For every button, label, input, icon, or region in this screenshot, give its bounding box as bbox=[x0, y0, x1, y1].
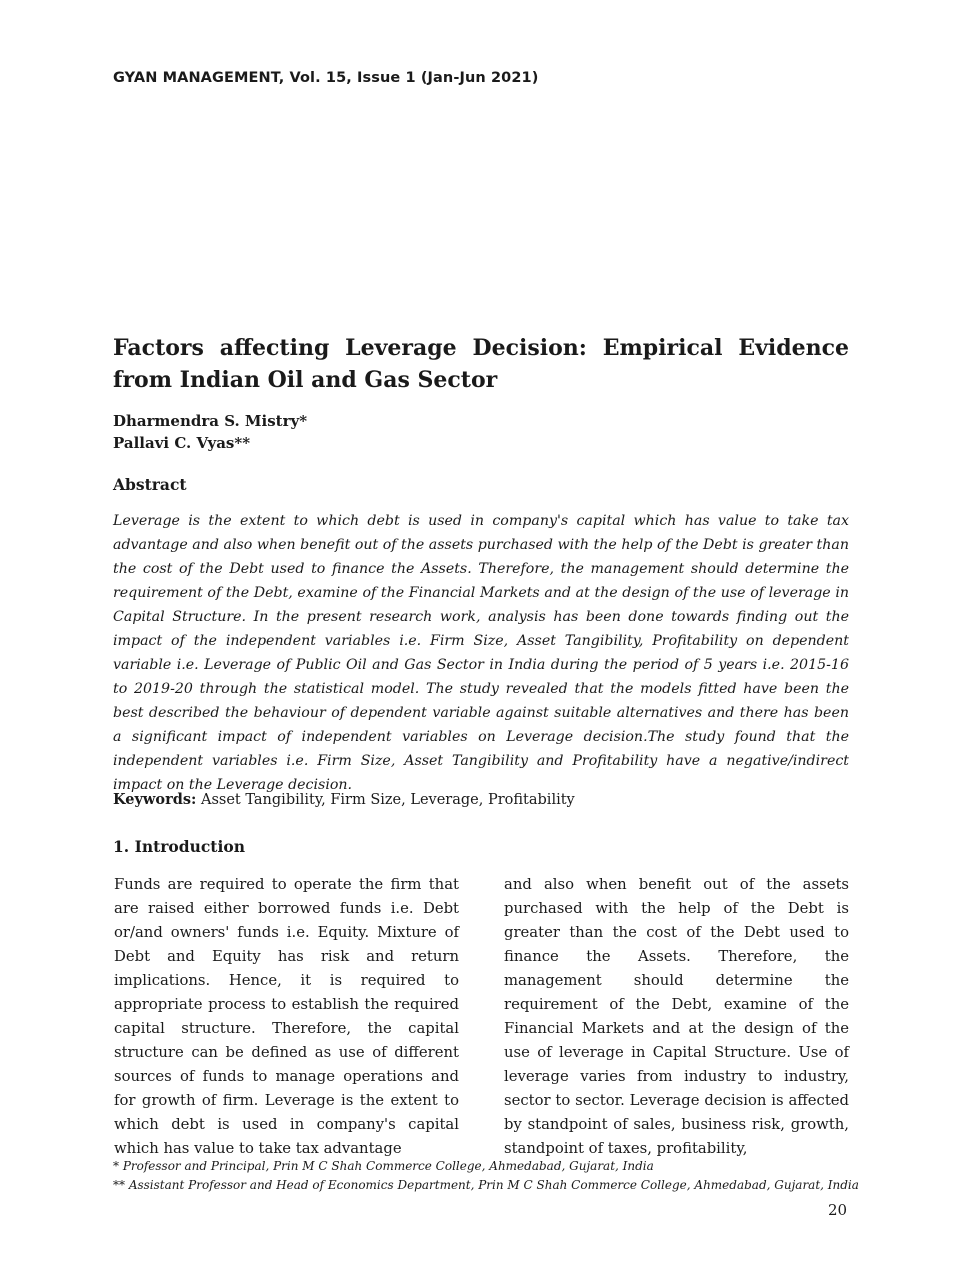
page-number: 20 bbox=[828, 1201, 848, 1219]
article-title: Factors affecting Leverage Decision: Empirical Evidence from Indian Oil and Gas Sector bbox=[113, 335, 849, 393]
footnote: * Professor and Principal, Prin M C Shah Commerce College, Ahmedabad, Gujarat, India bbox=[113, 1159, 654, 1173]
abstract-text: Leverage is the extent to which debt is used in company's capital which has value to take tax advantage and also when benefit out of the assets purchased with the help of the Debt is greater than the cost of the Debt used to finance the Assets. Therefore, the management should determine the requirement of the Debt, examine of the Financial Markets and at the design of the use of leverage in Capital Structure. In the present research work, analysis has been done towards finding out the impact of the independent variables i.e. Firm Size, Asset Tangibility, Profitability on dependent variable i.e. Leverage of Public Oil and Gas Sector in India during the period of 5 years i.e. 2015-16 to 2019-20 through the statistical model. The study revealed that the models fitted have been the best described the behaviour of dependent variable against suitable alternatives and there has been a significant impact of independent variables on Leverage decision.The study found that the independent variables i.e. Firm Size, Asset Tangibility and Profitability have a negative/indirect impact on the Leverage decision. bbox=[113, 513, 849, 793]
author-name: Dharmendra S. Mistry* bbox=[113, 412, 308, 430]
footnotes bbox=[113, 1157, 859, 1195]
abstract-heading: Abstract bbox=[113, 475, 187, 494]
journal-running-head: GYAN MANAGEMENT, Vol. 15, Issue 1 (Jan-Jun 2021) bbox=[113, 70, 539, 86]
author-name: Pallavi C. Vyas** bbox=[113, 434, 251, 452]
keywords-line bbox=[113, 789, 849, 811]
intro-column-left: Funds are required to operate the firm that are raised either borrowed funds i.e. Debt or/and owners' funds i.e. Equity. Mixture of Debt and Equity has risk and return implications. Hence, it is required to appropriate process to establish the required capital structure. Therefore, the capital structure can be defined as use of different sources of funds to manage operations and for growth of firm. Leverage is the extent to which debt is used in company's capital which has value to take tax advantage bbox=[114, 876, 459, 1157]
intro-column-right: and also when benefit out of the assets purchased with the help of the Debt is greater than the cost of the Debt used to finance the Assets. Therefore, the management should determine the requirement of the Debt, examine of the Financial Markets and at the design of the use of leverage in Capital Structure. Use of leverage varies from industry to industry, sector to sector. Leverage decision is affected by standpoint of sales, business risk, growth, standpoint of taxes, profitability, bbox=[504, 876, 849, 1157]
author-list bbox=[113, 410, 307, 454]
section-heading-introduction: 1. Introduction bbox=[113, 837, 245, 856]
footnote: ** Assistant Professor and Head of Economics Department, Prin M C Shah Commerce College, Ahmedabad, Gujarat, India bbox=[113, 1178, 859, 1192]
keywords-text: Asset Tangibility, Firm Size, Leverage, Profitability bbox=[196, 792, 575, 808]
keywords-label: Keywords: bbox=[113, 791, 197, 808]
